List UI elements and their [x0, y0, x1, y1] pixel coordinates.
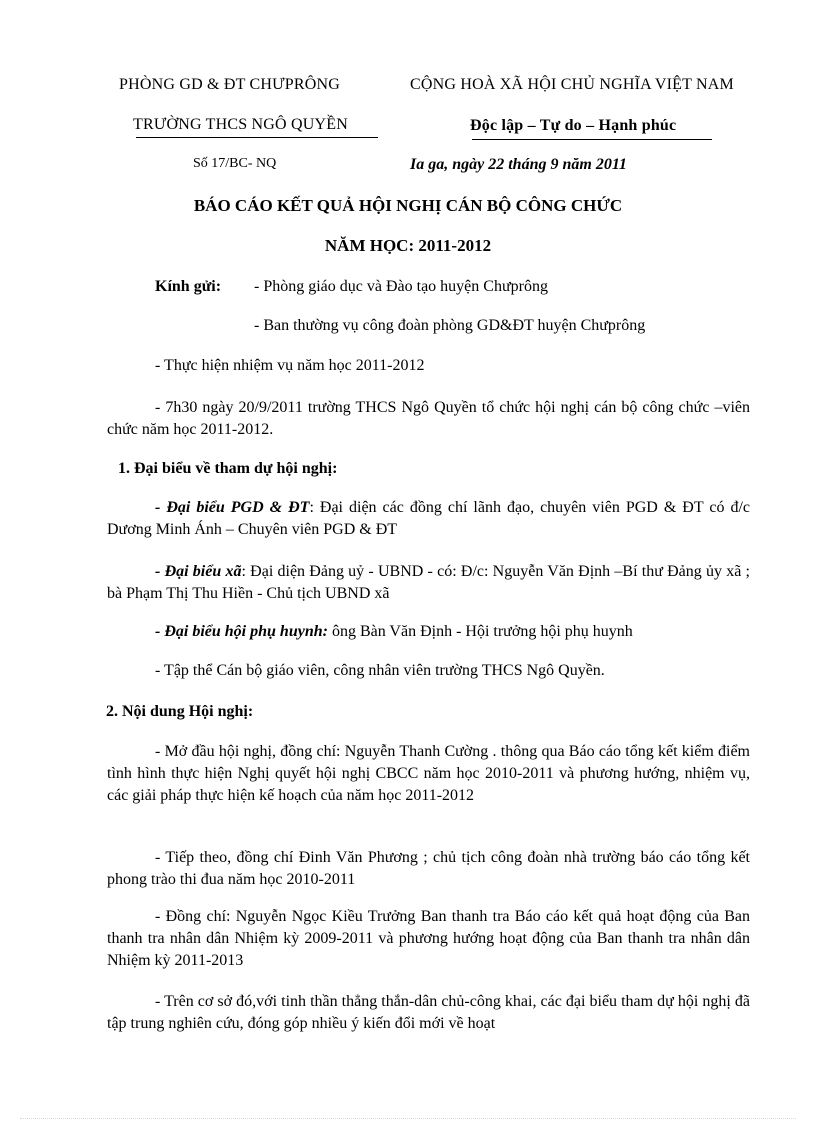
section1-heading: 1. Đại biểu về tham dự hội nghị:: [118, 460, 338, 477]
content-p1: - Mở đầu hội nghị, đồng chí: Nguyễn Thanh Cường . thông qua Báo cáo tổng kết kiểm điểm tình hình thực hiện Nghị quyết hội nghị CBCC năm học 2010-2011 và phương hướng, nhiệm vụ, các giải pháp thực hiện kế hoạch của năm học 2011-2012: [107, 743, 750, 804]
intro-task: - Thực hiện nhiệm vụ năm học 2011-2012: [155, 357, 425, 374]
delegate-staff: - Tập thể Cán bộ giáo viên, công nhân viên trường THCS Ngô Quyền.: [155, 662, 605, 679]
content-p3: - Đồng chí: Nguyễn Ngọc Kiều Trưởng Ban thanh tra Báo cáo kết quả hoạt động của Ban thanh tra nhân dân Nhiệm kỳ 2009-2011 và phương hướng hoạt động của Ban thanh tra nhân dân Nhiệm kỳ 2011-2013: [107, 908, 750, 969]
header-right-country: CỘNG HOÀ XÃ HỘI CHỦ NGHĨA VIỆT NAM: [410, 76, 734, 93]
delegate-xa: [107, 561, 750, 605]
intro-time: - 7h30 ngày 20/9/2011 trường THCS Ngô Quyền tổ chức hội nghị cán bộ công chức –viên chức năm học 2011-2012.: [107, 399, 750, 438]
recipients-label: Kính gửi:: [155, 278, 222, 295]
recipient-2: - Ban thường vụ công đoàn phòng GD&ĐT huyện Chưprông: [254, 317, 646, 334]
delegate-pgd: [107, 497, 750, 541]
delegate-ph: [155, 623, 633, 641]
delegate-xa-text: : Đại diện Đảng uỷ - UBND - có: Đ/c: Nguyễn Văn Định –Bí thư Đảng ủy xã ; bà Phạm Thị Thu Hiền - Chủ tịch UBND xã: [107, 563, 750, 602]
content-p2: - Tiếp theo, đồng chí Đinh Văn Phương ; chủ tịch công đoàn nhà trường báo cáo tổng kết phong trào thi đua năm học 2010-2011: [107, 849, 750, 888]
header-left-school: [133, 116, 348, 136]
delegate-xa-label: - Đại biểu xã: [155, 563, 242, 580]
content-p4: - Trên cơ sở đó,với tinh thần thẳng thắn-dân chủ-công khai, các đại biểu tham dự hội nghị đã tập trung nghiên cứu, đóng góp nhiều ý kiến đổi mới về hoạt: [107, 993, 750, 1032]
delegate-ph-text: ông Bàn Văn Định - Hội trưởng hội phụ huynh: [327, 623, 633, 640]
school-underline: [136, 137, 378, 138]
delegate-pgd-label: - Đại biểu PGD & ĐT: [155, 499, 310, 516]
header-right-motto: Độc lập – Tự do – Hạnh phúc: [470, 117, 677, 134]
motto-underline: [472, 139, 712, 140]
report-title: BÁO CÁO KẾT QUẢ HỘI NGHỊ CÁN BỘ CÔNG CHỨC: [193, 196, 623, 215]
report-year: NĂM HỌC: 2011-2012: [324, 236, 492, 255]
recipient-1: - Phòng giáo dục và Đào tạo huyện Chưprông: [254, 278, 548, 295]
delegate-ph-label: - Đại biểu hội phụ huynh:: [155, 623, 328, 640]
doc-number: Số 17/BC- NQ: [193, 156, 277, 171]
school-name: TRƯỜNG THCS NGÔ QUYỀN: [133, 116, 348, 133]
page-bottom-rule: [20, 1118, 796, 1119]
place-date: Ia ga, ngày 22 tháng 9 năm 2011: [410, 156, 627, 173]
header-left-org: PHÒNG GD & ĐT CHƯPRÔNG: [119, 76, 340, 93]
delegate-pgd-text: : Đại diện các đồng chí lãnh đạo, chuyên viên PGD & ĐT có đ/c Dương Minh Ánh – Chuyên viên PGD & ĐT: [107, 499, 750, 538]
section2-heading: 2. Nội dung Hội nghị:: [106, 703, 254, 720]
